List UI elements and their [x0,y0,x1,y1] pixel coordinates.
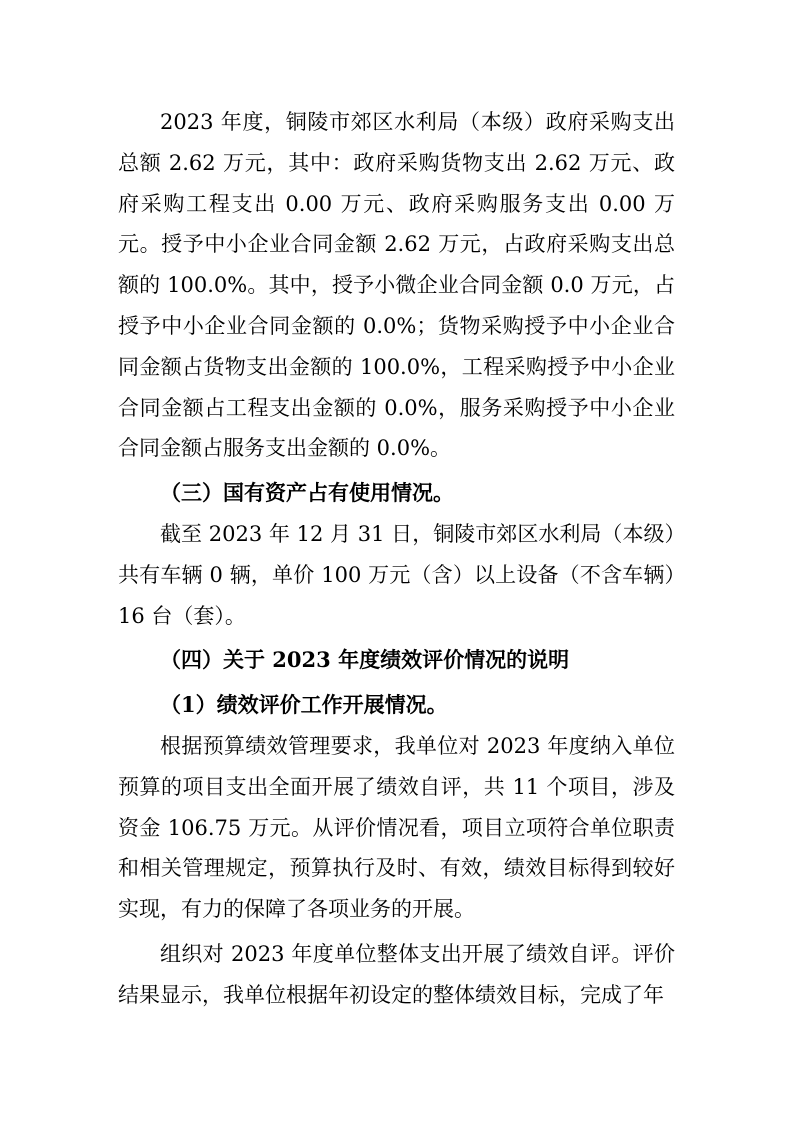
paragraph-overall-evaluation: 组织对 2023 年度单位整体支出开展了绩效自评。评价结果显示，我单位根据年初设定的整体绩效目标，完成了年 [118,941,675,1007]
paragraph-project-evaluation: 根据预算绩效管理要求，我单位对 2023 年度纳入单位预算的项目支出全面开展了绩效自评，共 11 个项目，涉及资金 106.75 万元。从评价情况看，项目立项符合单位职责和相关管理规定，预算执行及时、有效，绩效目标得到较好实现，有力的保障了各项业务的开展。 [118,733,675,922]
paragraph-state-assets: 截至 2023 年 12 月 31 日，铜陵市郊区水利局（本级）共有车辆 0 辆，单价 100 万元（含）以上设备（不含车辆）16 台（套）。 [118,521,675,628]
section-heading-performance-evaluation: （四）关于 2023 年度绩效评价情况的说明 [160,647,570,673]
paragraph-procurement-summary: 2023 年度，铜陵市郊区水利局（本级）政府采购支出总额 2.62 万元，其中：政府采购货物支出 2.62 万元、政府采购工程支出 0.00 万元、政府采购服务支出 0.00 万元。授予中小企业合同金额 2.62 万元，占政府采购支出总额的 100.0%。其中，授予小微企业合同金额 0.0 万元，占授予中小企业合同金额的 0.0%；货物采购授予中小企业合同金额占货物支出金额的 100.0%，工程采购授予中小企业合同金额占工程支出金额的 0.0%，服务采购授予中小企业合同金额占服务支出金额的 0.0%。 [118,110,675,461]
subsection-heading-evaluation-work: （1）绩效评价工作开展情况。 [160,692,448,718]
section-heading-state-assets: （三）国有资产占有使用情况。 [160,480,454,506]
